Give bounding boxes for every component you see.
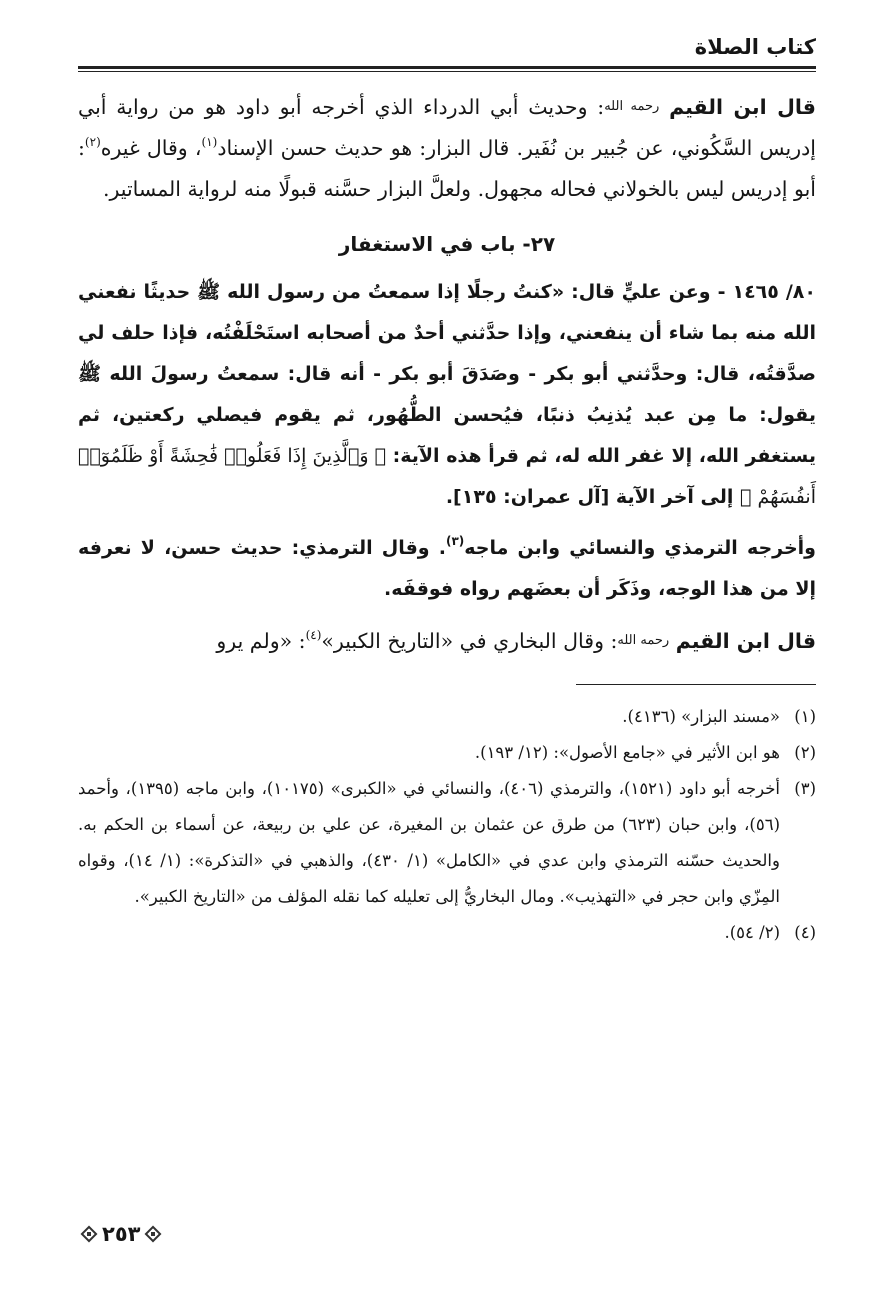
footnote-ref-3[interactable]: (٣) xyxy=(445,534,465,548)
page-number-text: ٢٥٣ xyxy=(102,1222,141,1246)
paragraph-text: : أبو إدريس ليس بالخولاني فحاله مجهول. ولعلَّ البزار حسَّنه قبولًا منه لرواية المساتير. xyxy=(78,136,816,201)
paragraph-text: : وحديث أبي الدرداء الذي أخرجه أبو داود هو من رواية أبي إدريس السَّكُوني، عن جُبير بن نُفَير. قال البزار: هو حديث حسن الإسناد xyxy=(78,95,816,160)
footnote-item xyxy=(78,915,816,951)
footnote-item xyxy=(78,735,816,771)
paragraph-text: : وقال البخاري في «التاريخ الكبير» xyxy=(321,629,618,653)
footnote-ref-4[interactable]: (٤) xyxy=(305,628,322,642)
footnote-ref-1[interactable]: (١) xyxy=(201,135,218,149)
ornament-icon xyxy=(82,1227,96,1241)
footnote-text: (٢/ ٥٤). xyxy=(724,923,780,942)
footnote-number: (٢) xyxy=(794,743,816,762)
paragraph-text: : «ولم يرو xyxy=(216,629,306,653)
footnote-number: (٤) xyxy=(794,923,816,942)
paragraph-ibn-qayyim-2 xyxy=(78,620,816,662)
footnote-separator xyxy=(576,684,816,685)
honorific: رحمه الله xyxy=(617,633,670,648)
footnote-number: (١) xyxy=(794,707,816,726)
footnote-text: «مسند البزار» (٤١٣٦). xyxy=(622,707,780,726)
chapter-heading: ٢٧- باب في الاستغفار xyxy=(338,232,556,256)
page-number xyxy=(82,1222,160,1246)
paragraph-text: ، وقال غيره xyxy=(100,136,202,160)
takhrij-text-2: . وقال الترمذي: حديث حسن، لا نعرفه إلا من هذا الوجه، وذَكَر أن بعضَهم رواه فوقفَه. xyxy=(78,537,816,600)
footnote-item xyxy=(78,699,816,735)
footnote-text: هو ابن الأثير في «جامع الأصول»: (١٢/ ١٩٣). xyxy=(474,743,780,762)
main-text xyxy=(78,86,816,662)
takhrij-paragraph xyxy=(78,528,816,610)
ornament-icon xyxy=(146,1227,160,1241)
footnotes xyxy=(78,699,816,951)
running-header: كتاب الصلاة xyxy=(694,35,816,59)
hadith-text-end: إلى آخر الآية [آل عمران: ١٣٥]. xyxy=(445,486,734,508)
hadith-number: ٨٠/ ١٤٦٥ - xyxy=(717,281,816,303)
paragraph-ibn-qayyim-1 xyxy=(78,86,816,210)
hadith-text: وعن عليٍّ قال: «كنتُ رجلًا إذا سمعتُ من رسول الله ﷺ حديثًا نفعني الله منه بما شاء أن ينفعني، وإذا حدَّثني أحدٌ من أصحابه استَحْلَفْتُه، فإذا حلف لي صدَّقتُه، قال: وحدَّثني أبو بكر - وصَدَقَ أبو بكر - أنه قال: سمعتُ رسولَ الله ﷺ يقول: ما مِن عبد يُذنِبُ ذنبًا، فيُحسن الطُّهُور، ثم يقوم فيصلي ركعتين، ثم يستغفر الله، إلا غفر الله له، ثم قرأ هذه الآية: xyxy=(78,281,816,467)
header-rule xyxy=(78,66,816,69)
book-page xyxy=(78,30,816,951)
speaker-label: قال ابن القيم xyxy=(669,95,816,119)
footnote-item xyxy=(78,771,816,915)
hadith-paragraph xyxy=(78,272,816,518)
speaker-label: قال ابن القيم xyxy=(675,629,816,653)
header-rule-thin xyxy=(78,71,816,72)
honorific: رحمه الله xyxy=(604,99,660,114)
footnote-text: أخرجه أبو داود (١٥٢١)، والترمذي (٤٠٦)، والنسائي في «الكبرى» (١٠١٧٥)، وابن ماجه (١٣٩٥)، وأحمد (٥٦)، وابن حبان (٦٢٣) من طرق عن عثمان بن المغيرة، عن علي بن ربيعة، عن أسماء بن الحكم به. والحديث حسّنه الترمذي وابن عدي في «الكامل» (١/ ٤٣٠)، والذهبي في «التذكرة»: (١/ ١٤)، وقواه المِزّي وابن حجر في «التهذيب». ومال البخاريُّ إلى تعليله كما نقله المؤلف من «التاريخ الكبير». xyxy=(78,779,780,906)
footnote-number: (٣) xyxy=(794,779,816,798)
takhrij-text: وأخرجه الترمذي والنسائي وابن ماجه xyxy=(464,537,816,559)
footnote-ref-2[interactable]: (٢) xyxy=(84,135,101,149)
quran-verse: ﴿ وَٱلَّذِينَ إِذَا فَعَلُوا۟ فَٰحِشَةً أَوْ ظَلَمُوٓا۟ أَنفُسَهُمْ ﴾ xyxy=(78,445,816,508)
